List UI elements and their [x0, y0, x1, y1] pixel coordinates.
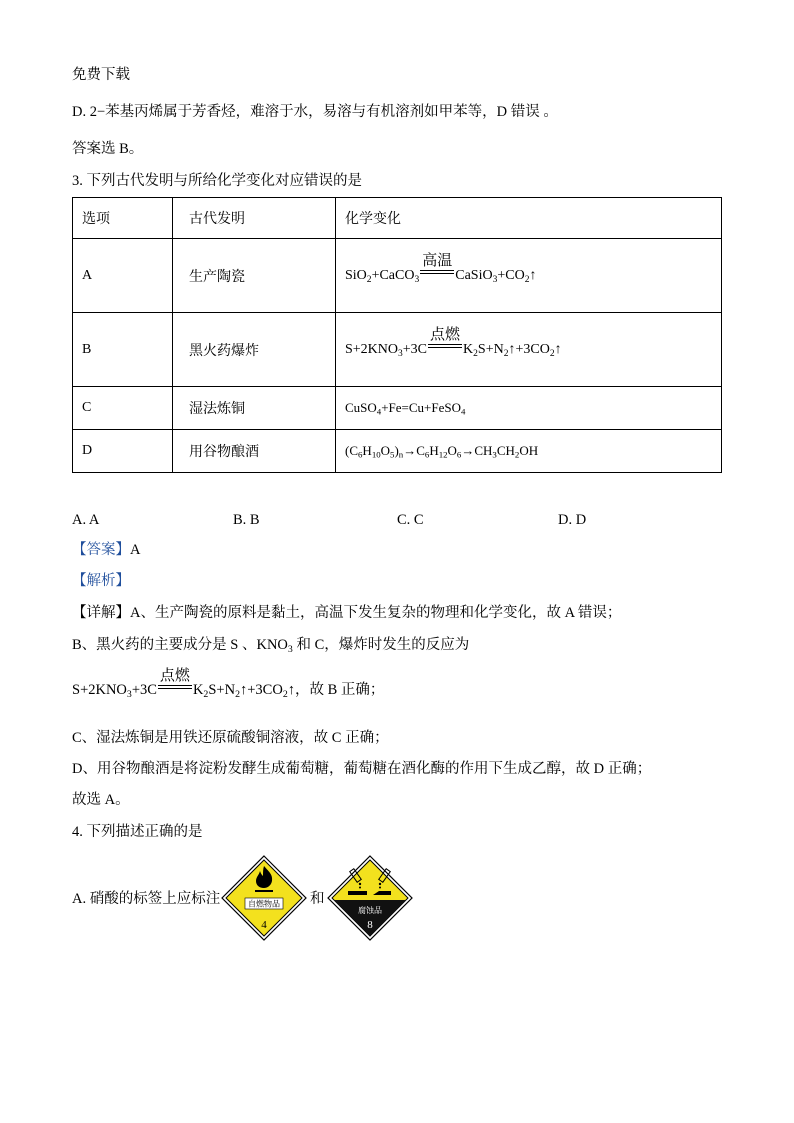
formula-subscript: 2	[503, 348, 509, 359]
formula-cell	[336, 239, 722, 313]
invention-cell: 生产陶瓷	[173, 239, 336, 313]
formula-subscript: 12	[438, 449, 448, 460]
formula-text: ↑	[529, 267, 537, 283]
detail-b	[72, 635, 469, 655]
formula-cell	[336, 430, 722, 473]
formula-text: CH	[496, 442, 515, 458]
formula-text: B、黑火药的主要成分是 S 、KNO	[72, 637, 288, 653]
formula-text: 和 C，爆炸时发生的反应为	[292, 637, 470, 653]
formula-subscript: 4	[461, 406, 466, 417]
invention-cell: 黑火药爆炸	[173, 313, 336, 387]
double-line-sign	[420, 270, 454, 274]
table-row	[73, 239, 722, 313]
formula-text: H	[362, 442, 372, 458]
formula-text: +CaCO	[371, 267, 415, 283]
formula-text: ↑+3CO	[508, 341, 550, 357]
table-header-row	[73, 198, 722, 239]
formula-subscript: 2	[203, 688, 209, 700]
analysis-line	[72, 571, 130, 591]
reaction-equation	[345, 327, 562, 359]
double-line-sign	[158, 685, 192, 689]
choice-a: A. A	[72, 512, 100, 528]
reaction-equation	[345, 253, 537, 285]
formula-text: ，故 B 正确；	[294, 682, 385, 698]
reaction-condition	[158, 668, 192, 694]
invention-cell: 湿法炼铜	[173, 387, 336, 430]
option-cell: C	[73, 387, 173, 430]
table-row	[73, 313, 722, 387]
formula-subscript: 6	[456, 449, 462, 460]
final-answer: 故选 A。	[72, 792, 130, 808]
formula-subscript: 3	[398, 348, 403, 359]
formula-text: O	[380, 442, 391, 458]
formula-subscript: 3	[492, 274, 498, 285]
download-note: 免费下载	[72, 67, 130, 83]
answer-value: A	[130, 542, 141, 558]
formula-cell	[336, 387, 722, 430]
formula-subscript: 5	[390, 449, 395, 460]
formula-subscript: 6	[424, 449, 430, 460]
formula-subscript: 4	[376, 406, 382, 417]
table-row	[73, 430, 722, 473]
formula-text: K	[192, 682, 204, 698]
formula-text: H	[429, 442, 439, 458]
formula-subscript: 3	[414, 274, 420, 285]
formula-text: )	[394, 442, 399, 458]
formula-text: S+N	[477, 341, 504, 357]
formula-text: SiO	[345, 267, 367, 283]
table-row	[73, 387, 722, 430]
reaction-condition-text: 点燃	[430, 327, 461, 344]
answer-line	[72, 540, 140, 560]
formula-text: S+2KNO	[345, 341, 399, 357]
formula-text: S+2KNO	[72, 682, 127, 698]
hazard-diamond-8	[327, 855, 413, 941]
reaction-condition-text: 高温	[422, 253, 453, 270]
corrosive-label	[327, 855, 413, 941]
detail-a-line	[72, 603, 621, 623]
choice-d: D. D	[558, 512, 587, 528]
formula-text: →C	[403, 442, 425, 458]
formula-subscript: 3	[492, 449, 497, 460]
question-4-stem: 4. 下列描述正确的是	[72, 824, 203, 840]
question-3-stem: 3. 下列古代发明与所给化学变化对应错误的是	[72, 173, 362, 189]
prev-conclusion: 答案选 B。	[72, 141, 144, 157]
and-connector: 和	[310, 891, 325, 907]
formula-text: →CH	[461, 442, 493, 458]
answer-tag: 【答案】	[72, 542, 130, 558]
formula-subscript: 10	[371, 449, 381, 460]
formula-cell	[336, 313, 722, 387]
choice-b: B. B	[233, 512, 260, 528]
formula-text: +3C	[402, 341, 428, 357]
formula-text: OH	[519, 442, 539, 458]
double-line-sign	[428, 344, 462, 348]
header-invention: 古代发明	[173, 198, 336, 239]
formula-text: (C	[345, 442, 358, 458]
label-class-number: 4	[261, 919, 267, 931]
formula-subscript: 3	[126, 688, 132, 700]
detail-b-equation	[72, 668, 385, 700]
formula-text: O	[447, 442, 457, 458]
formula-text: ↑+3CO	[239, 682, 283, 698]
question-3-table	[72, 197, 722, 473]
prev-option-d-analysis: D. 2−苯基丙烯属于芳香烃，难溶于水，易溶与有机溶剂如甲苯等，D 错误 。	[72, 104, 558, 120]
header-option: 选项	[73, 198, 173, 239]
formula-text: ↑	[287, 682, 295, 698]
header-chemical-change: 化学变化	[336, 198, 722, 239]
formula-subscript: 2	[549, 348, 555, 359]
invention-cell: 用谷物酿酒	[173, 430, 336, 473]
formula-subscript: 2	[235, 688, 240, 700]
reaction-condition	[428, 327, 462, 352]
option-cell: D	[73, 430, 173, 473]
formula-text: +CO	[497, 267, 525, 283]
formula-text: K	[463, 341, 474, 357]
formula-subscript: 2	[514, 449, 520, 460]
detail-tag: 【详解】	[72, 605, 130, 621]
formula-text: CaSiO	[455, 267, 493, 283]
label-class-number: 8	[367, 919, 373, 931]
question-4-option-a: A. 硝酸的标签上应标注	[72, 891, 221, 907]
detail-d: D、用谷物酿酒是将淀粉发酵生成葡萄糖，葡萄糖在酒化酶的作用下生成乙醇，故 D 正确；	[72, 761, 652, 777]
formula-text: +Fe=Cu+FeSO	[381, 399, 462, 415]
reaction-condition	[420, 253, 454, 278]
formula-text: ↑	[554, 341, 562, 357]
spontaneous-combustion-label	[221, 855, 307, 941]
formula-subscript: 2	[524, 274, 530, 285]
formula-subscript: 2	[366, 274, 372, 285]
label-text: 腐蚀品	[358, 906, 382, 915]
detail-a: A、生产陶瓷的原料是黏土，高温下发生复杂的物理和化学变化，故 A 错误；	[130, 605, 622, 621]
formula-text: CuSO	[345, 399, 377, 415]
formula-subscript: n	[398, 449, 404, 460]
choice-c: C. C	[397, 512, 424, 528]
formula-subscript: 6	[358, 449, 363, 460]
formula-subscript: 2	[282, 688, 288, 700]
option-cell: A	[73, 239, 173, 313]
formula-subscript: 3	[287, 643, 293, 655]
formula-text: +3C	[131, 682, 157, 698]
formula-text: S+N	[208, 682, 236, 698]
hazard-diamond-4	[221, 855, 307, 941]
reaction-equation	[345, 400, 465, 415]
label-text: 自燃物品	[248, 899, 280, 909]
detail-c: C、湿法炼铜是用铁还原硫酸铜溶液，故 C 正确；	[72, 730, 389, 746]
formula-subscript: 2	[473, 348, 478, 359]
reaction-condition-text: 点燃	[159, 668, 190, 685]
option-cell: B	[73, 313, 173, 387]
analysis-tag: 【解析】	[72, 573, 130, 589]
reaction-equation	[345, 443, 538, 458]
